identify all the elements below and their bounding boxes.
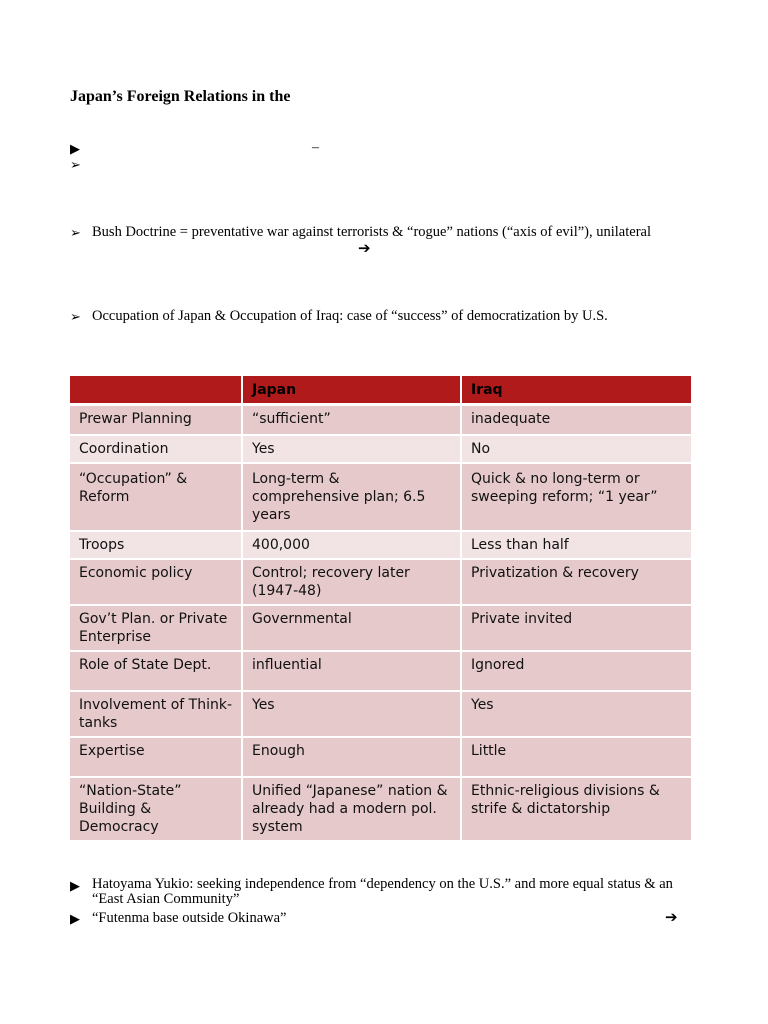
table-header-iraq: Iraq (462, 376, 691, 406)
table-row (70, 406, 691, 436)
table-cell: Little (462, 738, 691, 778)
table-row (70, 606, 691, 652)
table-cell: Gov’t Plan. or Private Enterprise (70, 606, 243, 652)
table-cell: Prewar Planning (70, 406, 243, 436)
chevron-bullet-icon: ➢ (70, 225, 81, 240)
table-header-japan: Japan (243, 376, 462, 406)
table-cell: Unified “Japanese” nation & already had a modern pol. system (243, 778, 462, 842)
table-cell: Control; recovery later (1947-48) (243, 560, 462, 606)
occupation-text: Occupation of Japan & Occupation of Iraq: case of “success” of democratization by U.S. (92, 308, 608, 324)
table-cell: Economic policy (70, 560, 243, 606)
table-row (70, 692, 691, 738)
table-row (70, 652, 691, 692)
table-cell: Yes (243, 692, 462, 738)
chevron-bullet-icon: ➢ (70, 157, 81, 172)
table-cell: Coordination (70, 436, 243, 464)
triangle-bullet-icon: ▶ (70, 878, 80, 893)
table-cell: Expertise (70, 738, 243, 778)
table-row (70, 532, 691, 560)
hatoyama-text: Hatoyama Yukio: seeking independence from “dependency on the U.S.” and more equal status & an “East Asian Community” (92, 876, 673, 907)
table-cell: Ignored (462, 652, 691, 692)
table-cell: Privatization & recovery (462, 560, 691, 606)
table-cell: inadequate (462, 406, 691, 436)
table-cell: Private invited (462, 606, 691, 652)
table-cell: Role of State Dept. (70, 652, 243, 692)
table-cell: Governmental (243, 606, 462, 652)
chevron-bullet-icon: ➢ (70, 309, 81, 324)
table-row (70, 778, 691, 842)
table-cell: Ethnic-religious divisions & strife & dictatorship (462, 778, 691, 842)
table-cell: “sufficient” (243, 406, 462, 436)
table-row (70, 464, 691, 532)
table-cell: Troops (70, 532, 243, 560)
table-cell: Less than half (462, 532, 691, 560)
table-cell: Involvement of Think-tanks (70, 692, 243, 738)
table-cell: Quick & no long-term or sweeping reform; “1 year” (462, 464, 691, 532)
triangle-bullet-icon: ▶ (70, 141, 80, 156)
triangle-bullet-icon: ▶ (70, 911, 80, 926)
futenma-text: “Futenma base outside Okinawa” (92, 910, 287, 926)
page-title: Japan’s Foreign Relations in the (70, 88, 291, 105)
right-arrow-icon: ➔ (358, 241, 371, 257)
table-cell: No (462, 436, 691, 464)
table-cell: “Occupation” & Reform (70, 464, 243, 532)
table-cell: Long-term & comprehensive plan; 6.5 years (243, 464, 462, 532)
table-cell: influential (243, 652, 462, 692)
table-cell: Yes (462, 692, 691, 738)
table-cell: Yes (243, 436, 462, 464)
table-header-blank (70, 376, 243, 406)
dash-mark: – (312, 140, 319, 155)
table-row (70, 560, 691, 606)
comparison-table (70, 376, 691, 842)
table-cell: Enough (243, 738, 462, 778)
table-cell: 400,000 (243, 532, 462, 560)
bush-doctrine-text: Bush Doctrine = preventative war against terrorists & “rogue” nations (“axis of evil”), unilateral (92, 224, 651, 240)
table-header-row (70, 376, 691, 406)
table-row (70, 436, 691, 464)
right-arrow-icon: ➔ (665, 910, 678, 926)
table-row (70, 738, 691, 778)
table-cell: “Nation-State” Building & Democracy (70, 778, 243, 842)
